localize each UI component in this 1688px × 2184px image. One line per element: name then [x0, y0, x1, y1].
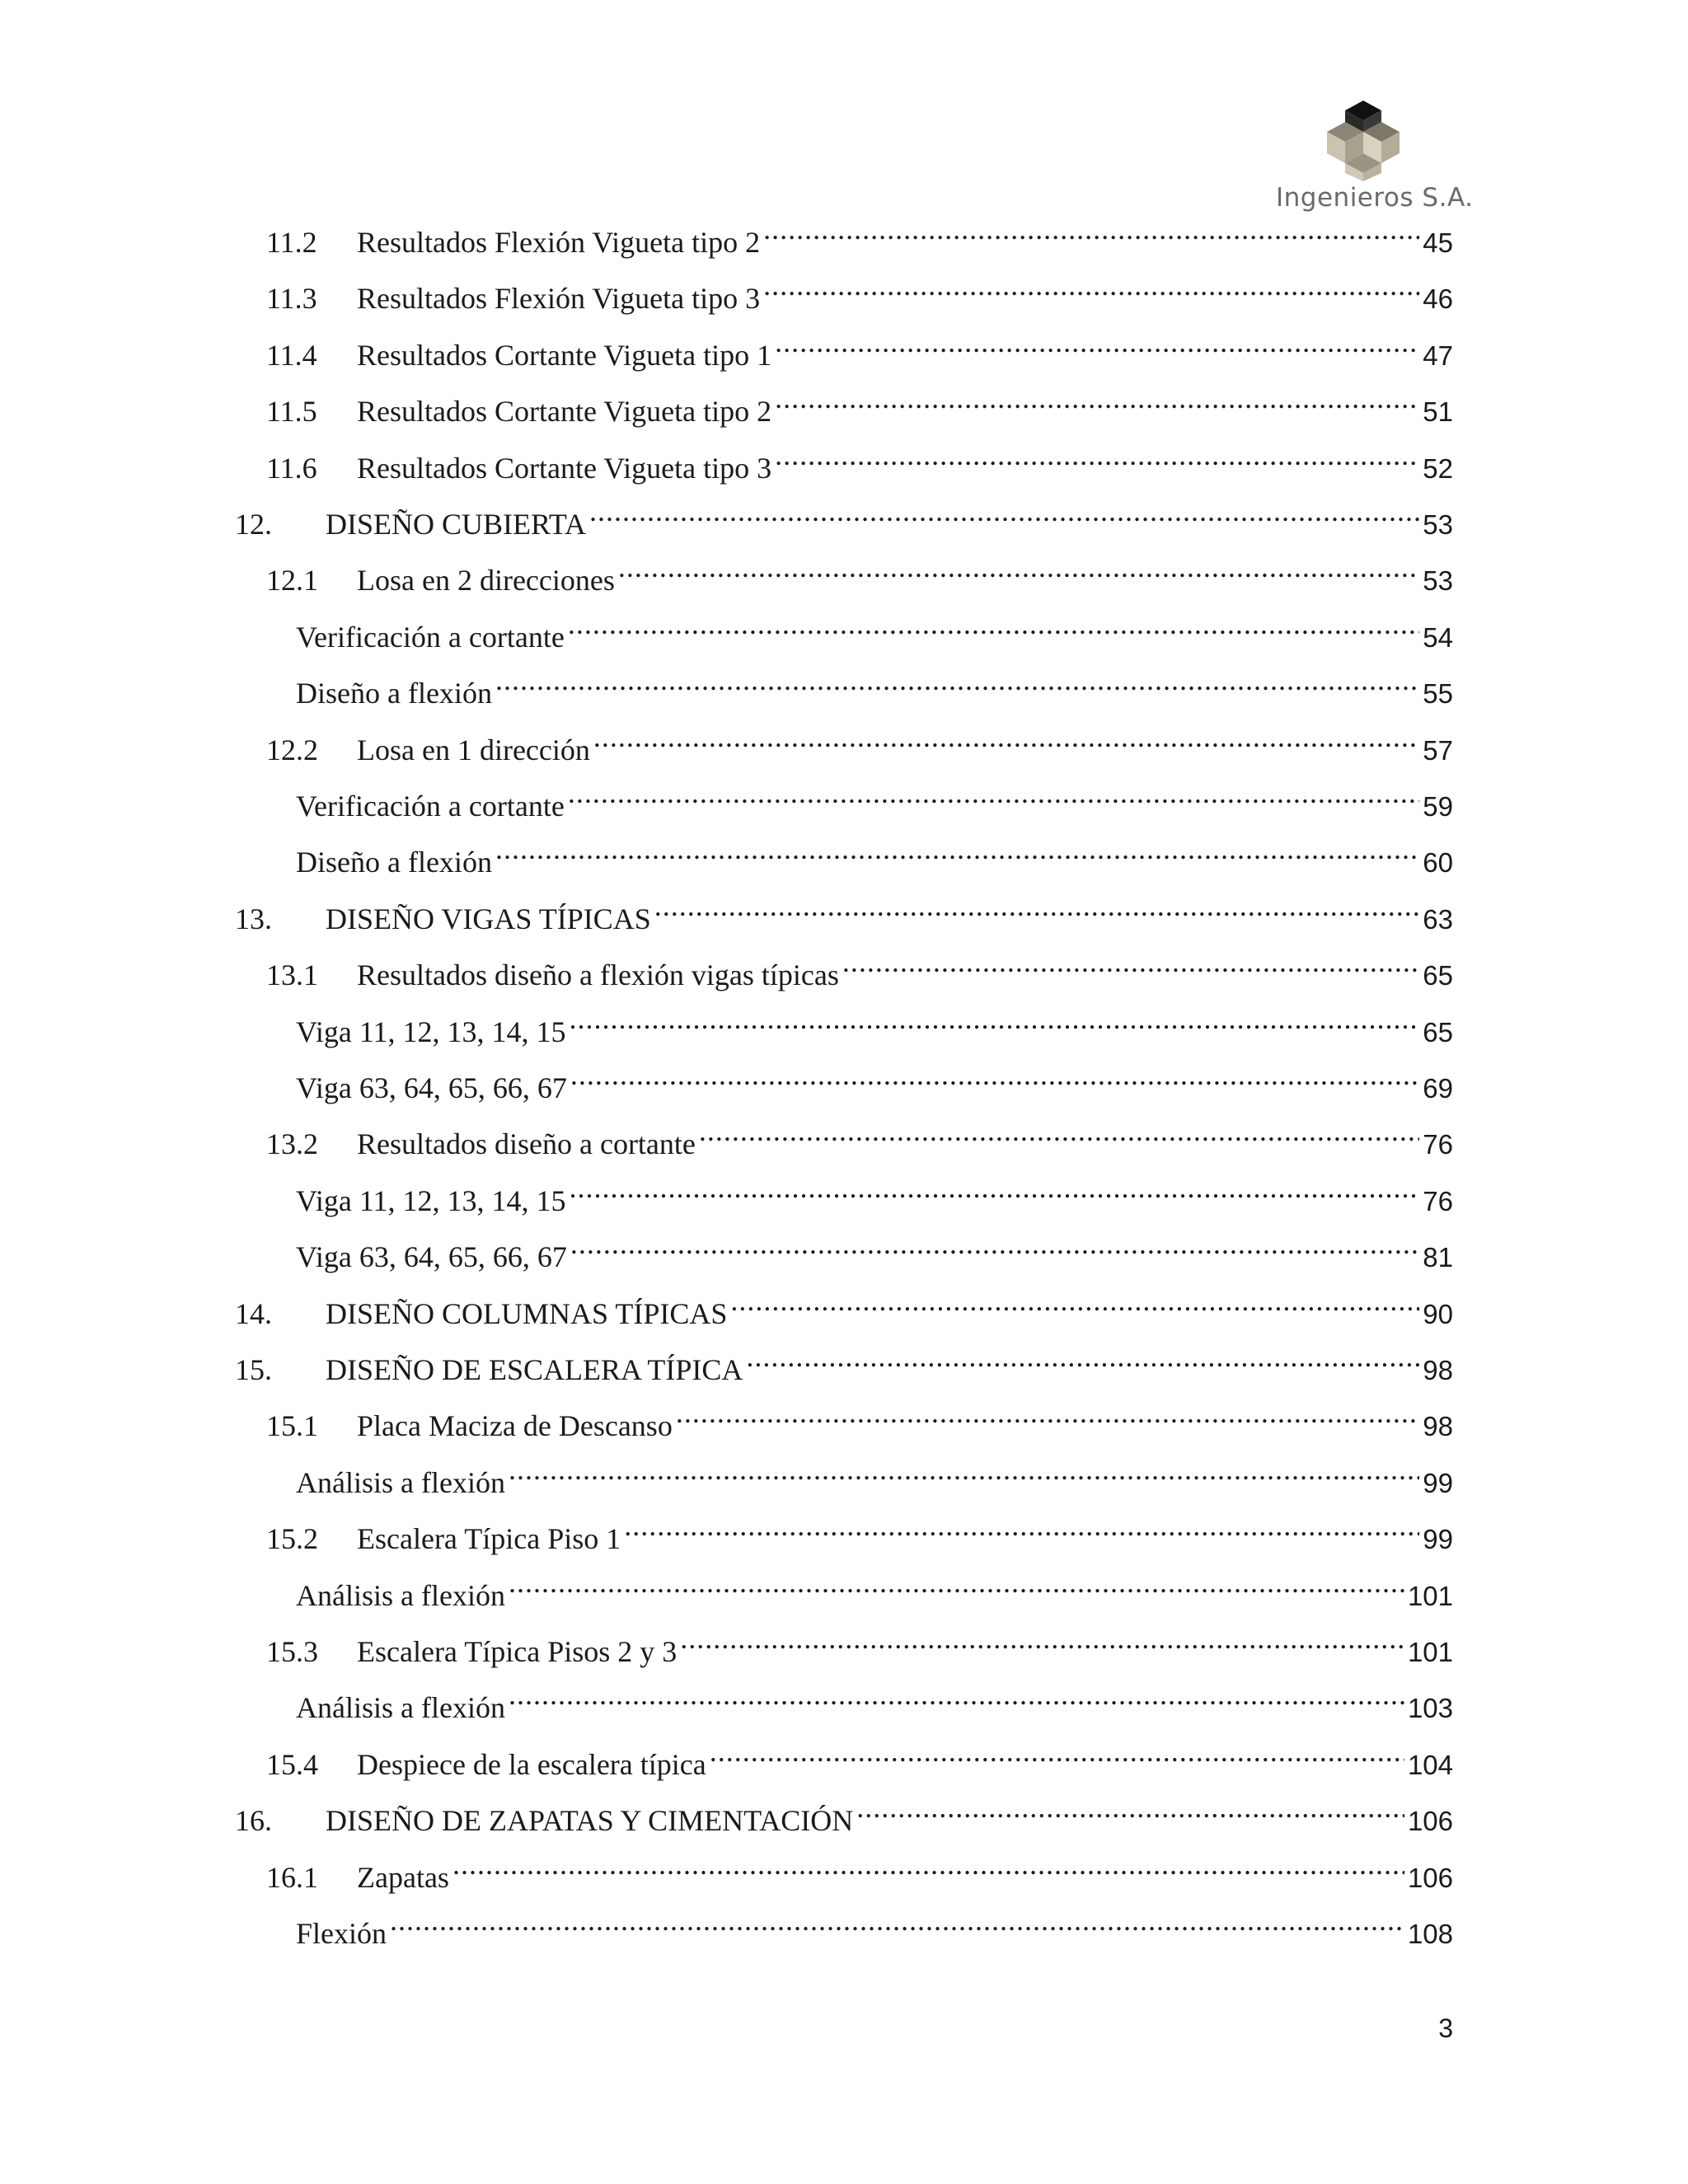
- toc-entry-number: 15.2: [266, 1522, 318, 1556]
- toc-entry-number: 13.1: [266, 958, 318, 992]
- toc-entry-page: 106: [1407, 1806, 1453, 1837]
- toc-entry-page: 63: [1423, 903, 1453, 935]
- toc-entry-number: 13.: [235, 902, 272, 935]
- toc-entry-page: 52: [1423, 452, 1453, 484]
- toc-dot-leader: [570, 1221, 1419, 1267]
- toc-dot-leader: [624, 1502, 1419, 1549]
- logo-text: Ingenieros S.A.: [1276, 183, 1474, 213]
- toc-dot-leader: [569, 1165, 1419, 1211]
- toc-entry-page: 45: [1423, 227, 1453, 258]
- toc-entry[interactable]: [235, 1333, 1453, 1386]
- toc-entry-page: 65: [1423, 1016, 1453, 1047]
- toc-entry[interactable]: [266, 939, 1453, 992]
- page-number: 3: [1438, 2013, 1453, 2043]
- toc-entry-title: Losa en 1 dirección: [357, 733, 590, 766]
- toc-entry-page: 54: [1423, 621, 1453, 653]
- toc-entry-page: 69: [1423, 1073, 1453, 1104]
- toc-entry-title: Diseño a flexión: [296, 677, 492, 710]
- toc-entry[interactable]: [296, 826, 1453, 879]
- toc-dot-leader: [676, 1390, 1419, 1436]
- company-logo: [1276, 99, 1474, 218]
- toc-entry-page: 99: [1423, 1524, 1453, 1555]
- toc-entry-page: 106: [1407, 1862, 1453, 1893]
- toc-entry-number: 15.: [235, 1353, 272, 1386]
- toc-entry-number: 14.: [235, 1296, 272, 1330]
- toc-entry[interactable]: [266, 1615, 1453, 1668]
- toc-entry-number: 12.: [235, 508, 272, 541]
- toc-entry-page: 108: [1407, 1919, 1453, 1949]
- toc-entry[interactable]: [235, 883, 1453, 935]
- toc-entry-title: Diseño a flexión: [296, 846, 492, 879]
- toc-entry-page: 101: [1407, 1580, 1453, 1611]
- toc-dot-leader: [775, 375, 1419, 421]
- toc-entry-page: 101: [1407, 1637, 1453, 1667]
- toc-dot-leader: [680, 1615, 1404, 1661]
- toc-entry-page: 90: [1423, 1298, 1453, 1329]
- toc-dot-leader: [699, 1108, 1419, 1154]
- toc-entry[interactable]: [266, 1390, 1453, 1443]
- toc-entry-page: 59: [1423, 791, 1453, 822]
- toc-entry-page: 47: [1423, 340, 1453, 371]
- toc-entry-title: Zapatas: [357, 1860, 449, 1894]
- toc-entry-title: Escalera Típica Pisos 2 y 3: [357, 1635, 678, 1668]
- toc-entry-page: 76: [1423, 1129, 1453, 1160]
- toc-dot-leader: [593, 714, 1419, 760]
- toc-entry-title: Placa Maciza de Descanso: [357, 1409, 673, 1443]
- toc-entry[interactable]: [266, 1841, 1453, 1894]
- toc-entry[interactable]: [266, 319, 1453, 372]
- toc-dot-leader: [775, 432, 1419, 478]
- toc-entry-title: Escalera Típica Piso 1: [357, 1522, 621, 1556]
- toc-dot-leader: [589, 488, 1419, 534]
- toc-entry-title: Análisis a flexión: [296, 1578, 505, 1612]
- toc-entry[interactable]: [296, 1559, 1453, 1612]
- toc-entry[interactable]: [266, 1502, 1453, 1556]
- toc-entry-number: 15.4: [266, 1747, 318, 1781]
- toc-entry[interactable]: [266, 714, 1453, 766]
- toc-dot-leader: [568, 770, 1419, 816]
- toc-entry-number: 11.3: [266, 282, 317, 316]
- toc-entry[interactable]: [296, 996, 1453, 1048]
- toc-entry-number: 15.3: [266, 1635, 318, 1668]
- toc-dot-leader: [710, 1728, 1404, 1774]
- toc-entry-title: DISEÑO COLUMNAS TÍPICAS: [326, 1296, 728, 1330]
- toc-entry-title: Análisis a flexión: [296, 1465, 505, 1499]
- toc-dot-leader: [763, 206, 1419, 252]
- toc-dot-leader: [509, 1446, 1419, 1493]
- toc-entry-page: 55: [1423, 678, 1453, 710]
- toc-entry-page: 51: [1423, 396, 1453, 428]
- toc-entry-number: 11.4: [266, 338, 317, 372]
- toc-dot-leader: [775, 319, 1419, 365]
- toc-entry-number: 11.5: [266, 395, 317, 429]
- toc-entry-title: Resultados Flexión Vigueta tipo 3: [357, 282, 761, 316]
- toc-dot-leader: [569, 996, 1419, 1042]
- toc-entry[interactable]: [266, 375, 1453, 429]
- toc-entry-title: Resultados diseño a cortante: [357, 1127, 696, 1161]
- toc-entry-title: Viga 11, 12, 13, 14, 15: [296, 1015, 566, 1048]
- toc-entry[interactable]: [266, 206, 1453, 259]
- toc-dot-leader: [390, 1897, 1404, 1943]
- toc-dot-leader: [495, 657, 1419, 703]
- toc-entry-title: Resultados diseño a flexión vigas típicas: [357, 958, 839, 992]
- toc-entry-page: 98: [1423, 1411, 1453, 1442]
- toc-entry-title: Viga 63, 64, 65, 66, 67: [296, 1240, 567, 1274]
- toc-dot-leader: [509, 1559, 1404, 1605]
- toc-entry-title: Verificación a cortante: [296, 620, 565, 654]
- toc-dot-leader: [568, 601, 1419, 647]
- toc-entry[interactable]: [235, 1277, 1453, 1330]
- toc-entry[interactable]: [266, 1108, 1453, 1161]
- toc-entry[interactable]: [296, 1446, 1453, 1499]
- toc-entry-title: Resultados Cortante Vigueta tipo 1: [357, 338, 772, 372]
- toc-entry-page: 53: [1423, 565, 1453, 597]
- toc-entry-title: DISEÑO CUBIERTA: [326, 508, 586, 541]
- toc-entry-number: 11.6: [266, 451, 317, 485]
- toc-entry[interactable]: [296, 770, 1453, 823]
- toc-entry[interactable]: [296, 1052, 1453, 1104]
- toc-entry-page: 60: [1423, 847, 1453, 879]
- toc-entry-title: Análisis a flexión: [296, 1691, 505, 1725]
- toc-entry[interactable]: [235, 1784, 1453, 1838]
- toc-entry-page: 103: [1407, 1693, 1453, 1724]
- toc-entry-page: 65: [1423, 960, 1453, 991]
- toc-entry-page: 53: [1423, 509, 1453, 540]
- toc-dot-leader: [495, 826, 1419, 872]
- toc-entry-page: 81: [1423, 1242, 1453, 1273]
- toc-dot-leader: [570, 1052, 1419, 1098]
- toc-dot-leader: [452, 1841, 1404, 1887]
- toc-entry-title: Flexión: [296, 1917, 387, 1950]
- toc-entry-page: 104: [1407, 1749, 1453, 1780]
- toc-entry[interactable]: [296, 1897, 1453, 1950]
- toc-entry-number: 16.1: [266, 1860, 318, 1894]
- toc-entry-number: 12.2: [266, 733, 318, 766]
- toc-entry-title: Resultados Cortante Vigueta tipo 3: [357, 451, 772, 485]
- toc-entry-title: Verificación a cortante: [296, 790, 565, 823]
- toc-entry[interactable]: [296, 601, 1453, 654]
- toc-dot-leader: [856, 1784, 1404, 1830]
- toc-dot-leader: [654, 883, 1420, 929]
- toc-entry-title: Despiece de la escalera típica: [357, 1747, 706, 1781]
- toc-dot-leader: [509, 1671, 1404, 1718]
- toc-entry[interactable]: [266, 262, 1453, 316]
- toc-entry-title: DISEÑO DE ESCALERA TÍPICA: [326, 1353, 743, 1386]
- toc-entry[interactable]: [266, 1728, 1453, 1781]
- toc-entry-title: Viga 11, 12, 13, 14, 15: [296, 1183, 566, 1217]
- toc-entry[interactable]: [296, 657, 1453, 710]
- toc-entry-page: 57: [1423, 734, 1453, 766]
- toc-dot-leader: [730, 1277, 1419, 1324]
- toc-entry-number: 12.1: [266, 564, 318, 598]
- toc-entry-title: DISEÑO VIGAS TÍPICAS: [326, 902, 651, 935]
- toc-dot-leader: [763, 262, 1419, 308]
- toc-entry-page: 76: [1423, 1185, 1453, 1216]
- cube-logo-icon: [1322, 99, 1404, 181]
- toc-entry-number: 15.1: [266, 1409, 318, 1443]
- toc-entry-title: Resultados Flexión Vigueta tipo 2: [357, 226, 761, 259]
- toc-dot-leader: [618, 544, 1419, 590]
- toc-entry[interactable]: [296, 1671, 1453, 1725]
- toc-entry-page: 98: [1423, 1355, 1453, 1385]
- toc-entry[interactable]: [266, 544, 1453, 598]
- toc-entry[interactable]: [296, 1165, 1453, 1217]
- toc-dot-leader: [746, 1333, 1419, 1380]
- toc-entry-page: 99: [1423, 1467, 1453, 1498]
- toc-dot-leader: [842, 939, 1419, 985]
- toc-entry-title: Losa en 2 direcciones: [357, 564, 615, 598]
- toc-entry-title: Resultados Cortante Vigueta tipo 2: [357, 395, 772, 429]
- toc-entry-number: 11.2: [266, 226, 317, 259]
- toc-entry-page: 46: [1423, 284, 1453, 315]
- toc-entry[interactable]: [235, 488, 1453, 541]
- toc-entry-title: DISEÑO DE ZAPATAS Y CIMENTACIÓN: [326, 1804, 854, 1838]
- toc-entry[interactable]: [296, 1221, 1453, 1274]
- toc-entry-number: 16.: [235, 1804, 272, 1838]
- toc-entry-title: Viga 63, 64, 65, 66, 67: [296, 1071, 567, 1104]
- toc-entry[interactable]: [266, 432, 1453, 485]
- toc-entry-number: 13.2: [266, 1127, 318, 1161]
